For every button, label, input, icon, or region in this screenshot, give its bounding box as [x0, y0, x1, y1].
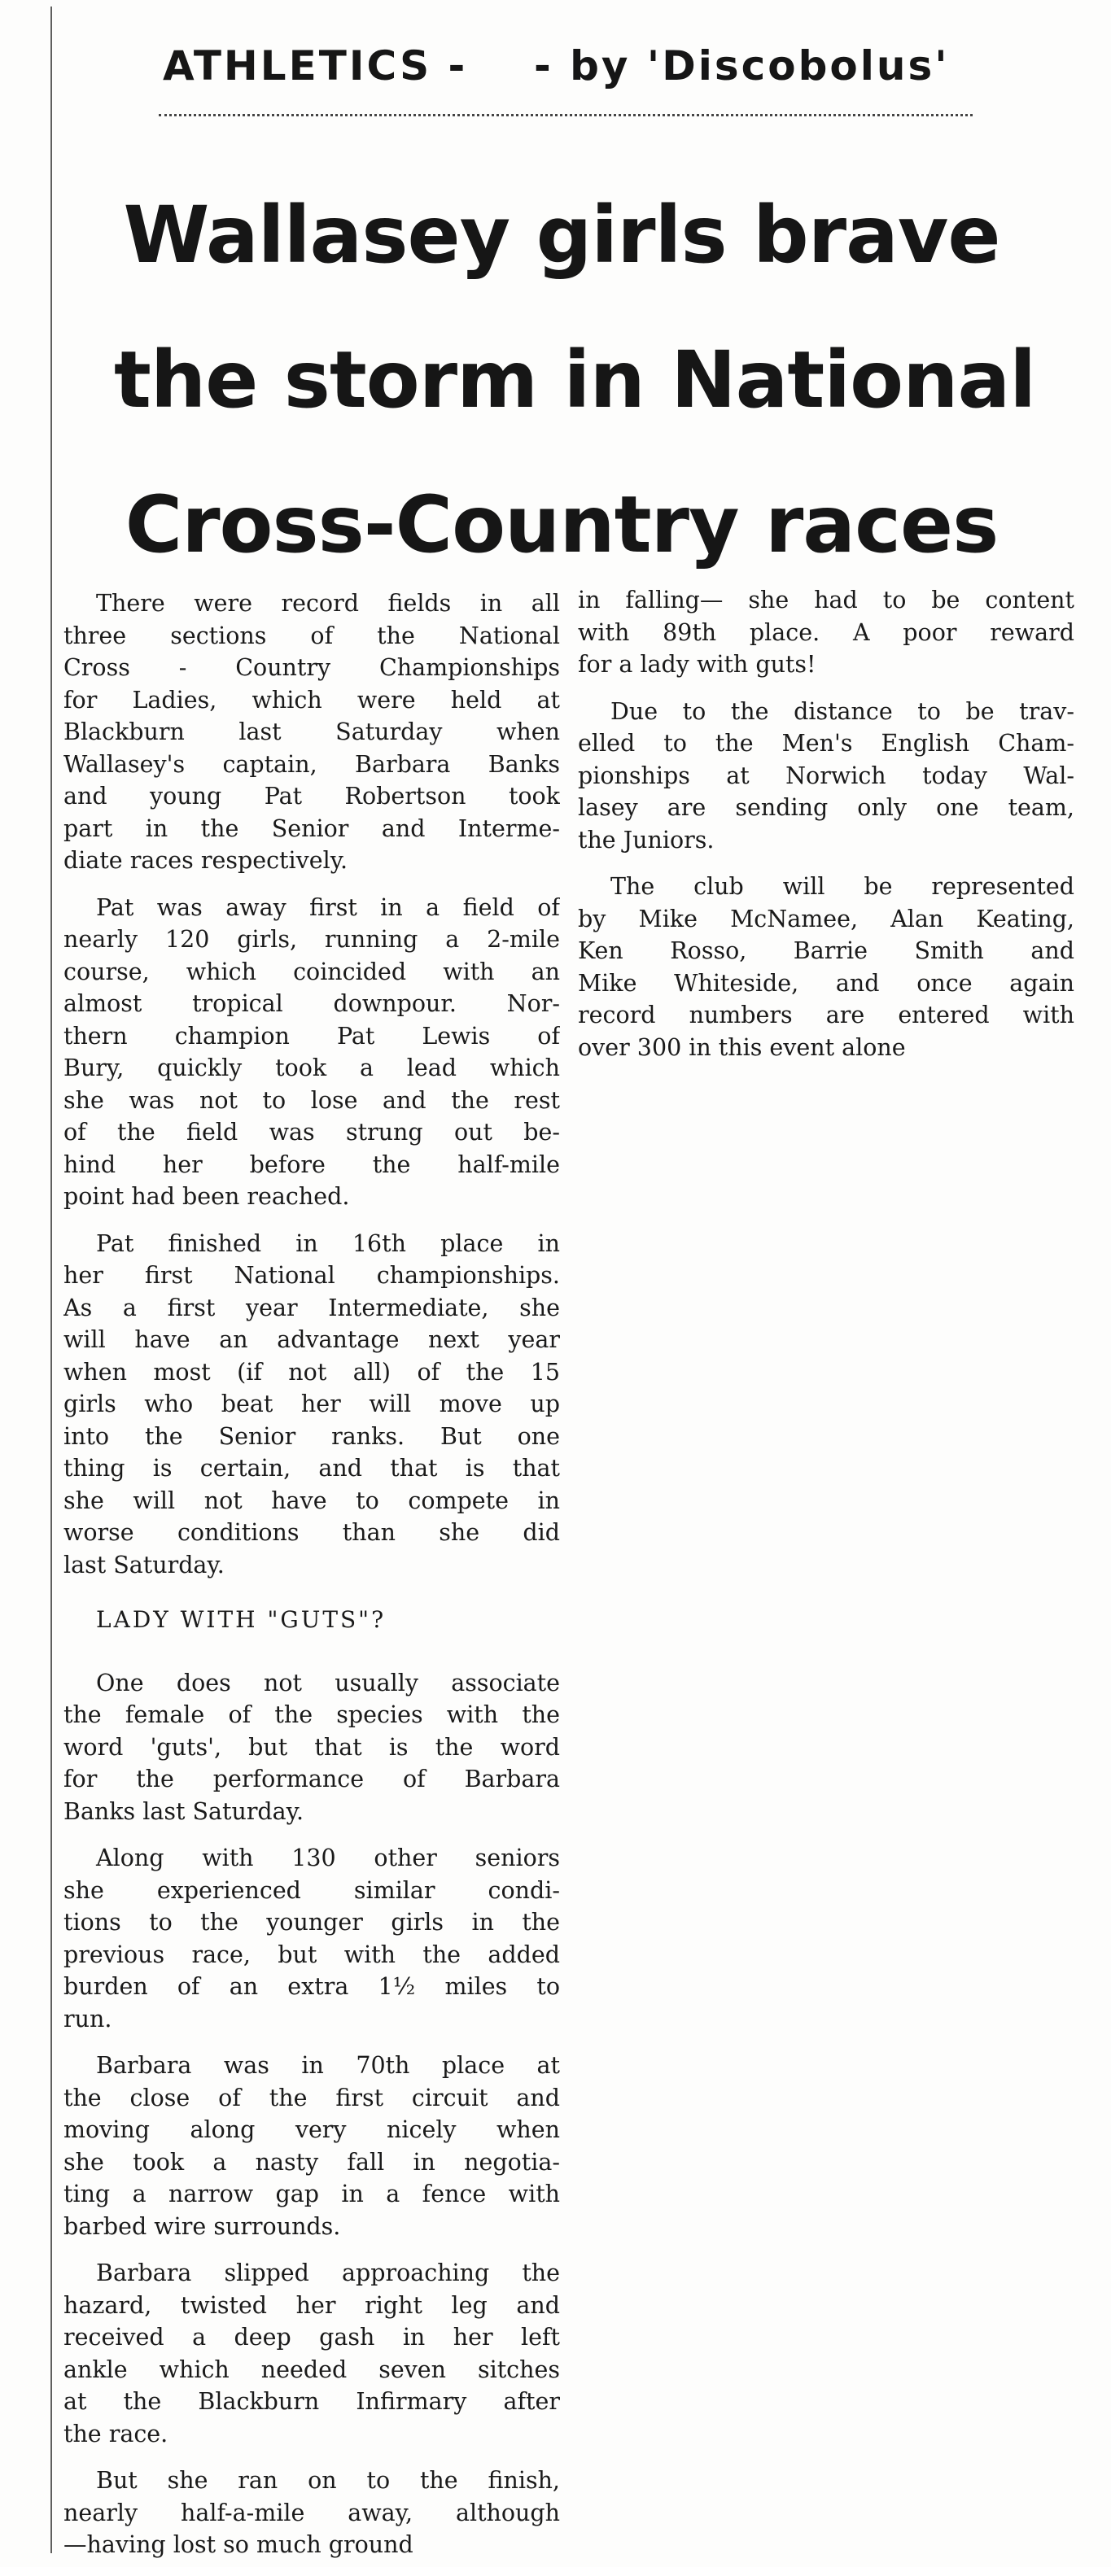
article-line: the close of the first circuit and [63, 2084, 560, 2111]
article-line: Wallasey's captain, Barbara Banks [63, 750, 560, 778]
article-line: Bury, quickly took a lead which [63, 1054, 560, 1081]
article-line: the female of the species with the [63, 1701, 560, 1728]
article-line: course, which coincided with an [63, 958, 560, 985]
article-line: Barbara slipped approaching the [96, 2259, 560, 2286]
article-line: of the field was strung out be- [63, 1119, 560, 1146]
article-line: Due to the distance to be trav- [610, 697, 1074, 725]
article-line: The club will be represented [610, 873, 1074, 900]
article-line: Along with 130 other seniors [96, 1845, 560, 1871]
article-line: for a lady with guts! [578, 651, 816, 678]
article-line: Ken Rosso, Barrie Smith and [578, 937, 1074, 964]
article-paragraph [578, 696, 1074, 857]
article-line: elled to the Men's English Cham- [578, 730, 1074, 757]
article-line: Blackburn last Saturday when [63, 718, 560, 745]
article-line: last Saturday. [63, 1551, 225, 1578]
article-line: Barbara was in 70th place at [96, 2052, 560, 2079]
article-line: almost tropical downpour. Nor- [63, 990, 560, 1017]
article-line: with 89th place. A poor reward [578, 618, 1074, 646]
article-line: she experienced similar condi- [63, 1876, 560, 1904]
article-line: she was not to lose and the rest [63, 1086, 560, 1114]
article-line: will have an advantage next year [63, 1326, 560, 1353]
section-name: ATHLETICS [163, 42, 432, 90]
article-line: But she ran on to the finish, [96, 2467, 560, 2494]
article-line: she will not have to compete in [63, 1487, 560, 1514]
article-line: the Juniors. [578, 826, 715, 854]
article-paragraph [63, 892, 560, 1213]
article-line: ankle which needed seven sitches [63, 2356, 560, 2383]
article-line: she took a nasty fall in negotia- [63, 2148, 560, 2176]
article-line: moving along very nicely when [63, 2116, 560, 2143]
article-paragraph [63, 2465, 560, 2561]
article-line: hind her before the half-mile [63, 1150, 560, 1178]
article-line: and young Pat Robertson took [63, 783, 560, 810]
article-line: three sections of the National [63, 622, 560, 649]
article-line: One does not usually associate [96, 1669, 560, 1696]
byline: - by 'Discobolus' [533, 42, 950, 90]
headline-line: the storm in National [114, 334, 1036, 426]
article-line: word 'guts', but that is the word [63, 1733, 560, 1761]
article-line: barbed wire surrounds. [63, 2212, 341, 2240]
article-line: the race. [63, 2420, 168, 2447]
article-line: diate races respectively. [63, 847, 348, 874]
article-paragraph [63, 1667, 560, 1828]
article-line: ting a narrow gap in a fence with [63, 2181, 560, 2207]
kicker-separator: - [448, 42, 468, 90]
article-line: burden of an extra 1½ miles to [63, 1973, 560, 2000]
article-line: run. [63, 2005, 112, 2032]
article-column-left [63, 587, 560, 2576]
article-line: for the performance of Barbara [63, 1766, 560, 1792]
article-line: record numbers are entered with [578, 1002, 1074, 1028]
article-line: over 300 in this event alone [578, 1033, 906, 1061]
article-line: Pat finished in 16th place in [96, 1229, 560, 1257]
article-line: received a deep gash in her left [63, 2324, 560, 2351]
article-column-right [578, 584, 1074, 1078]
column-edge-rule [50, 7, 52, 2553]
article-paragraph [63, 587, 560, 877]
article-line: —having lost so much ground [63, 2531, 413, 2558]
article-line: tions to the younger girls in the [63, 1909, 560, 1936]
article-line: Cross - Country Championships [63, 654, 560, 681]
article-paragraph [578, 584, 1074, 681]
article-line: point had been reached. [63, 1183, 350, 1210]
kicker-dotted-rule [159, 114, 973, 116]
article-line: by Mike McNamee, Alan Keating, [578, 905, 1074, 932]
article-line: nearly 120 girls, running a 2-mile [63, 926, 560, 953]
headline-line: Wallasey girls brave [123, 190, 1000, 281]
article-line: previous race, but with the added [63, 1941, 560, 1968]
article-line: thern champion Pat Lewis of [63, 1022, 560, 1050]
headline [114, 163, 1036, 597]
article-paragraph [63, 2257, 560, 2450]
article-line: into the Senior ranks. But one [63, 1422, 560, 1450]
article-subhead: LADY WITH "GUTS"? [96, 1606, 387, 1633]
article-line: nearly half-a-mile away, although [63, 2499, 560, 2526]
article-line: pionships at Norwich today Wal- [578, 762, 1074, 789]
article-line: There were record fields in all [96, 590, 560, 617]
article-line: girls who beat her will move up [63, 1391, 560, 1417]
article-line: Banks last Saturday. [63, 1797, 304, 1825]
article-line: when most (if not all) of the 15 [63, 1358, 560, 1386]
article-paragraph [63, 2050, 560, 2242]
article-line: part in the Senior and Interme- [63, 814, 560, 842]
article-line: Pat was away first in a field of [96, 893, 560, 921]
headline-line: Cross-Country races [125, 479, 999, 570]
section-kicker [163, 42, 977, 90]
article-line: lasey are sending only one team, [578, 794, 1074, 821]
article-line: thing is certain, and that is that [63, 1455, 560, 1482]
article-line: in falling— she had to be content [578, 587, 1074, 613]
article-line: at the Blackburn Infirmary after [63, 2388, 560, 2415]
article-line: worse conditions than she did [63, 1519, 560, 1546]
article-line: her first National championships. [63, 1262, 560, 1289]
article-line: Mike Whiteside, and once again [578, 969, 1074, 997]
article-paragraph [63, 1842, 560, 2035]
article-paragraph [578, 871, 1074, 1063]
article-line: hazard, twisted her right leg and [63, 2291, 560, 2319]
article-line: As a first year Intermediate, she [63, 1294, 560, 1321]
article-paragraph [63, 1228, 560, 1582]
article-line: for Ladies, which were held at [63, 686, 560, 714]
